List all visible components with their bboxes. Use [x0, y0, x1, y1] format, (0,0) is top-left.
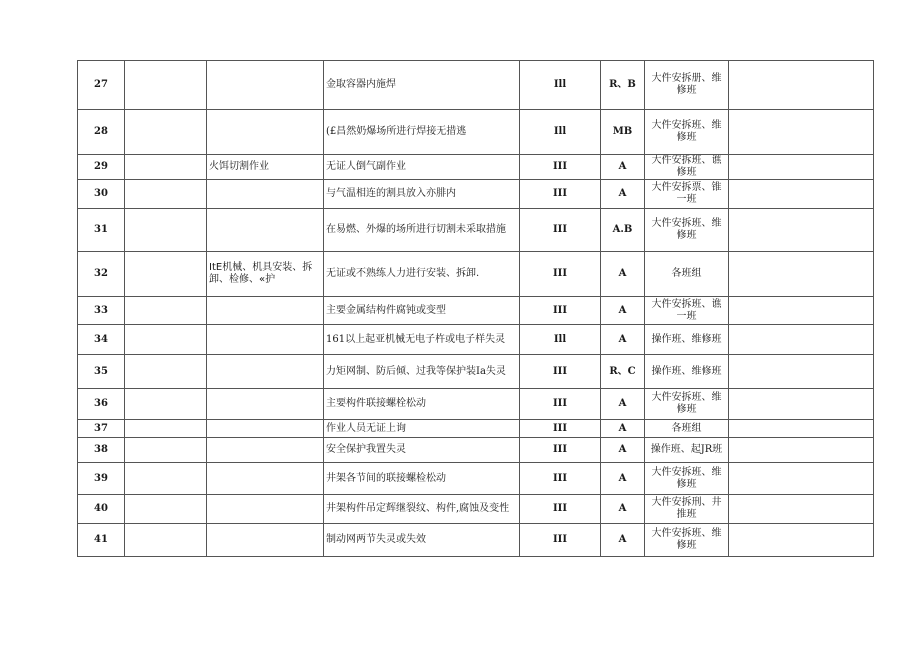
responsible-team: 大件安拆班、维修班 — [645, 389, 729, 420]
remarks-cell — [729, 355, 874, 389]
hazard-type: R、B — [601, 61, 645, 110]
row-number: 28 — [78, 110, 125, 155]
row-number: 32 — [78, 252, 125, 297]
hazard-description: 作业人员无证上询 — [324, 420, 520, 438]
remarks-cell — [729, 180, 874, 209]
row-number: 27 — [78, 61, 125, 110]
responsible-team: 大件安拆刑、井推班 — [645, 495, 729, 524]
hazard-description: 井架各节间的联接螺检松动 — [324, 463, 520, 495]
table-row — [78, 495, 874, 524]
hazard-description: (£昌然奶爆场所进行焊接无措逃 — [324, 110, 520, 155]
responsible-team: 大件安拆班、维修班 — [645, 463, 729, 495]
category-cell — [207, 209, 324, 252]
hazard-description: 井架构件吊定辉继裂纹、构件,腐蚀及变性 — [324, 495, 520, 524]
table-row — [78, 155, 874, 180]
hazard-type: A — [601, 252, 645, 297]
hazard-description: 安全保护我置失灵 — [324, 438, 520, 463]
table-row — [78, 297, 874, 325]
responsible-team: 操作班、维修班 — [645, 325, 729, 355]
hazard-type: A — [601, 495, 645, 524]
hazard-description: 在易燃、外爆的场所进行切割未采取措施 — [324, 209, 520, 252]
table-row — [78, 420, 874, 438]
category-cell — [207, 524, 324, 557]
blank-cell — [125, 155, 207, 180]
blank-cell — [125, 438, 207, 463]
category-cell — [207, 355, 324, 389]
risk-level: III — [520, 209, 601, 252]
row-number: 30 — [78, 180, 125, 209]
hazard-type: A — [601, 524, 645, 557]
table-row — [78, 463, 874, 495]
row-number: 35 — [78, 355, 125, 389]
blank-cell — [125, 463, 207, 495]
risk-level: Ill — [520, 61, 601, 110]
risk-level: III — [520, 252, 601, 297]
hazard-description: 无证人倒气副作业 — [324, 155, 520, 180]
hazard-type: A — [601, 389, 645, 420]
hazard-description: 制动网两节失灵或失效 — [324, 524, 520, 557]
category-cell — [207, 438, 324, 463]
risk-level: Ill — [520, 325, 601, 355]
category-cell — [207, 297, 324, 325]
category-cell — [207, 180, 324, 209]
remarks-cell — [729, 495, 874, 524]
hazard-description: 主要构件联接螺栓松动 — [324, 389, 520, 420]
hazard-description: 力矩网制、防后倾、过我等保护装Ia失灵 — [324, 355, 520, 389]
row-number: 38 — [78, 438, 125, 463]
risk-level: III — [520, 438, 601, 463]
category-cell — [207, 110, 324, 155]
category-cell — [207, 61, 324, 110]
remarks-cell — [729, 252, 874, 297]
category-cell: 火饵切割作业 — [207, 155, 324, 180]
responsible-team: 大件安拆班、谯一班 — [645, 297, 729, 325]
risk-level: III — [520, 463, 601, 495]
blank-cell — [125, 420, 207, 438]
hazard-description: 与气温相连的割具放入亦腓内 — [324, 180, 520, 209]
hazard-table — [77, 60, 874, 557]
blank-cell — [125, 325, 207, 355]
table-row — [78, 524, 874, 557]
blank-cell — [125, 209, 207, 252]
blank-cell — [125, 524, 207, 557]
hazard-type: A — [601, 325, 645, 355]
responsible-team: 大件安拆票、锥一班 — [645, 180, 729, 209]
table-row — [78, 180, 874, 209]
blank-cell — [125, 61, 207, 110]
row-number: 31 — [78, 209, 125, 252]
hazard-description: 161以上起亚机械无电子杵或电子样失灵 — [324, 325, 520, 355]
risk-level: III — [520, 495, 601, 524]
responsible-team: 各班组 — [645, 420, 729, 438]
blank-cell — [125, 297, 207, 325]
row-number: 39 — [78, 463, 125, 495]
remarks-cell — [729, 420, 874, 438]
row-number: 34 — [78, 325, 125, 355]
risk-level: III — [520, 389, 601, 420]
table-row — [78, 438, 874, 463]
hazard-type: R、C — [601, 355, 645, 389]
hazard-type: A — [601, 438, 645, 463]
hazard-type: A — [601, 297, 645, 325]
row-number: 40 — [78, 495, 125, 524]
row-number: 41 — [78, 524, 125, 557]
risk-level: III — [520, 355, 601, 389]
table-row — [78, 209, 874, 252]
row-number: 29 — [78, 155, 125, 180]
row-number: 33 — [78, 297, 125, 325]
hazard-type: A — [601, 463, 645, 495]
responsible-team: 大件安拆班、维修班 — [645, 209, 729, 252]
hazard-type: A — [601, 420, 645, 438]
responsible-team: 大件安拆班、维修班 — [645, 524, 729, 557]
blank-cell — [125, 495, 207, 524]
hazard-type: A — [601, 155, 645, 180]
blank-cell — [125, 355, 207, 389]
remarks-cell — [729, 155, 874, 180]
responsible-team: 操作班、起JR班 — [645, 438, 729, 463]
risk-level: III — [520, 420, 601, 438]
remarks-cell — [729, 209, 874, 252]
blank-cell — [125, 389, 207, 420]
risk-level: Ill — [520, 110, 601, 155]
responsible-team: 各班组 — [645, 252, 729, 297]
category-cell — [207, 420, 324, 438]
category-cell — [207, 495, 324, 524]
category-cell: ItE机械、机具安装、拆卸、检修、«护 — [207, 252, 324, 297]
remarks-cell — [729, 325, 874, 355]
category-cell — [207, 463, 324, 495]
table-row — [78, 61, 874, 110]
risk-level: III — [520, 180, 601, 209]
responsible-team: 大件安拆班、维修班 — [645, 110, 729, 155]
blank-cell — [125, 110, 207, 155]
remarks-cell — [729, 389, 874, 420]
remarks-cell — [729, 463, 874, 495]
category-cell — [207, 389, 324, 420]
remarks-cell — [729, 297, 874, 325]
risk-level: III — [520, 297, 601, 325]
remarks-cell — [729, 110, 874, 155]
hazard-type: A.B — [601, 209, 645, 252]
responsible-team: 大件安拆班、谯修班 — [645, 155, 729, 180]
hazard-description: 无证或不熟练人力进行安装、拆卸. — [324, 252, 520, 297]
category-cell — [207, 325, 324, 355]
remarks-cell — [729, 524, 874, 557]
hazard-type: MB — [601, 110, 645, 155]
hazard-description: 金取容器内施焊 — [324, 61, 520, 110]
blank-cell — [125, 180, 207, 209]
table-row — [78, 325, 874, 355]
row-number: 36 — [78, 389, 125, 420]
table-row — [78, 389, 874, 420]
risk-level: III — [520, 524, 601, 557]
table-row — [78, 252, 874, 297]
responsible-team: 操作班、维修班 — [645, 355, 729, 389]
blank-cell — [125, 252, 207, 297]
hazard-description: 主要金属结构件腐钝或变型 — [324, 297, 520, 325]
risk-level: III — [520, 155, 601, 180]
responsible-team: 大件安拆册、维修班 — [645, 61, 729, 110]
hazard-type: A — [601, 180, 645, 209]
table-row — [78, 355, 874, 389]
table-row — [78, 110, 874, 155]
remarks-cell — [729, 61, 874, 110]
row-number: 37 — [78, 420, 125, 438]
remarks-cell — [729, 438, 874, 463]
